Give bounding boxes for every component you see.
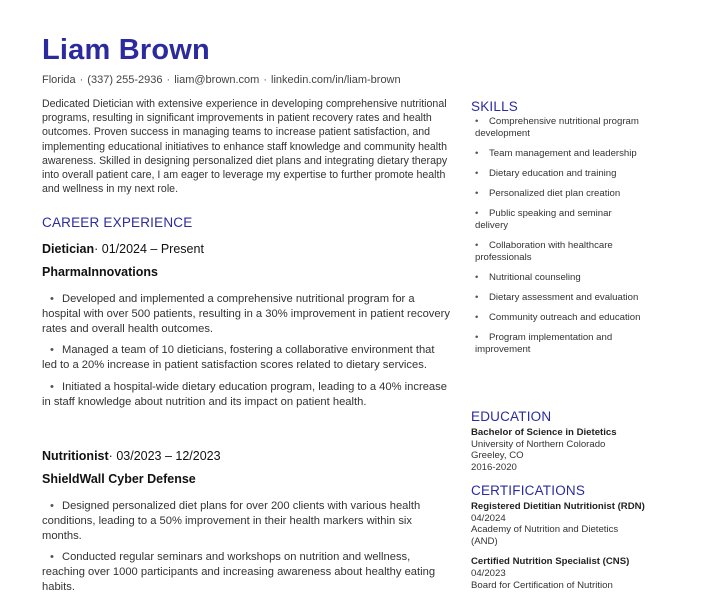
- job-dates: 01/2024 – Present: [101, 242, 204, 256]
- certification-issuer: Board for Certification of Nutrition: [471, 579, 613, 591]
- job-entry-dietician: [42, 242, 450, 417]
- skill-item: • Dietary education and training: [471, 168, 646, 180]
- skill-item: • Public speaking and seminar delivery: [471, 208, 646, 232]
- job-bullet: • Managed a team of 10 dieticians, fostering a collaborative environment that led to a 20% increase in patient satisfaction scores related to dietary services.: [42, 343, 450, 373]
- contact-location: Florida: [42, 74, 76, 86]
- certification-name: Registered Dietitian Nutritionist (RDN): [471, 501, 645, 512]
- education-years: 2016-2020: [471, 461, 517, 473]
- certification-name: Certified Nutrition Specialist (CNS): [471, 556, 630, 568]
- certifications-list: [471, 501, 646, 600]
- career-experience-heading: CAREER EXPERIENCE: [42, 215, 193, 230]
- job-bullets: [42, 292, 450, 410]
- job-bullet: • Initiated a hospital-wide dietary education program, leading to a 40% increase in staff knowledge about nutrition and its impact on patient health.: [42, 380, 450, 410]
- skill-item: • Program implementation and improvement: [471, 332, 646, 356]
- job-dates: 03/2023 – 12/2023: [116, 449, 221, 463]
- skill-item: • Comprehensive nutritional program development: [471, 116, 646, 140]
- skill-item: • Team management and leadership: [471, 148, 646, 160]
- school-location: Greeley, CO: [471, 450, 524, 462]
- job-company: PharmaInnovations: [42, 265, 158, 279]
- education-entry: [471, 427, 646, 473]
- certification-issuer: Academy of Nutrition and Dietetics (AND): [471, 524, 619, 547]
- job-entry-nutritionist: [42, 449, 450, 602]
- job-title: Nutritionist: [42, 449, 109, 463]
- job-bullet: • Developed and implemented a comprehensive nutritional program for a hospital with over 500 patients, resulting in a 30% improvement in patient recovery rates and overall health outcomes.: [42, 292, 450, 336]
- candidate-name: Liam Brown: [42, 34, 210, 66]
- certification-date: 04/2024: [471, 512, 506, 524]
- contact-separator: ·: [166, 74, 171, 86]
- skills-list: [471, 116, 646, 364]
- contact-line: [42, 74, 401, 86]
- certification-entry: [471, 556, 646, 591]
- job-title: Dietician: [42, 242, 95, 256]
- contact-phone: (337) 255-2936: [87, 74, 163, 86]
- skill-item: • Nutritional counseling: [471, 272, 646, 284]
- skill-item: • Community outreach and education: [471, 312, 646, 324]
- job-company: ShieldWall Cyber Defense: [42, 472, 196, 486]
- job-bullets: [42, 499, 450, 595]
- skills-heading: SKILLS: [471, 99, 518, 114]
- skill-item: • Collaboration with healthcare professionals: [471, 240, 646, 264]
- contact-separator: ·: [79, 74, 84, 86]
- professional-summary: Dedicated Dietician with extensive experience in developing comprehensive nutritional programs, resulting in significant improvements in patient recovery rates and health outcomes. Proven success in managing teams to increase patient satisfaction, and implementing educational initiatives to enhance staff knowledge and community health awareness. Skilled in designing personalized diet plans and integrating dietary therapy into overall patient care, I am eager to leverage my expertise to further promote health and wellness in my next role.: [42, 98, 448, 196]
- school: University of Northern Colorado: [471, 438, 606, 450]
- job-bullet: • Designed personalized diet plans for over 200 clients with various health conditions, leading to a 50% improvement in their health markers within six months.: [42, 499, 450, 543]
- certifications-heading: CERTIFICATIONS: [471, 483, 586, 498]
- job-title-line: Dietician· 01/2024 – Present: [42, 242, 204, 256]
- job-bullet: • Conducted regular seminars and workshops on nutrition and wellness, reaching over 1000 participants and increasing awareness about healthy eating habits.: [42, 550, 450, 594]
- education-heading: EDUCATION: [471, 409, 552, 424]
- certification-entry: [471, 501, 646, 547]
- contact-linkedin[interactable]: linkedin.com/in/liam-brown: [271, 74, 401, 86]
- job-title-line: Nutritionist· 03/2023 – 12/2023: [42, 449, 221, 463]
- degree: Bachelor of Science in Dietetics: [471, 427, 617, 438]
- skill-item: • Personalized diet plan creation: [471, 188, 646, 200]
- skill-item: • Dietary assessment and evaluation: [471, 292, 646, 304]
- contact-email[interactable]: liam@brown.com: [174, 74, 260, 86]
- contact-separator: ·: [263, 74, 268, 86]
- certification-date: 04/2023: [471, 567, 506, 579]
